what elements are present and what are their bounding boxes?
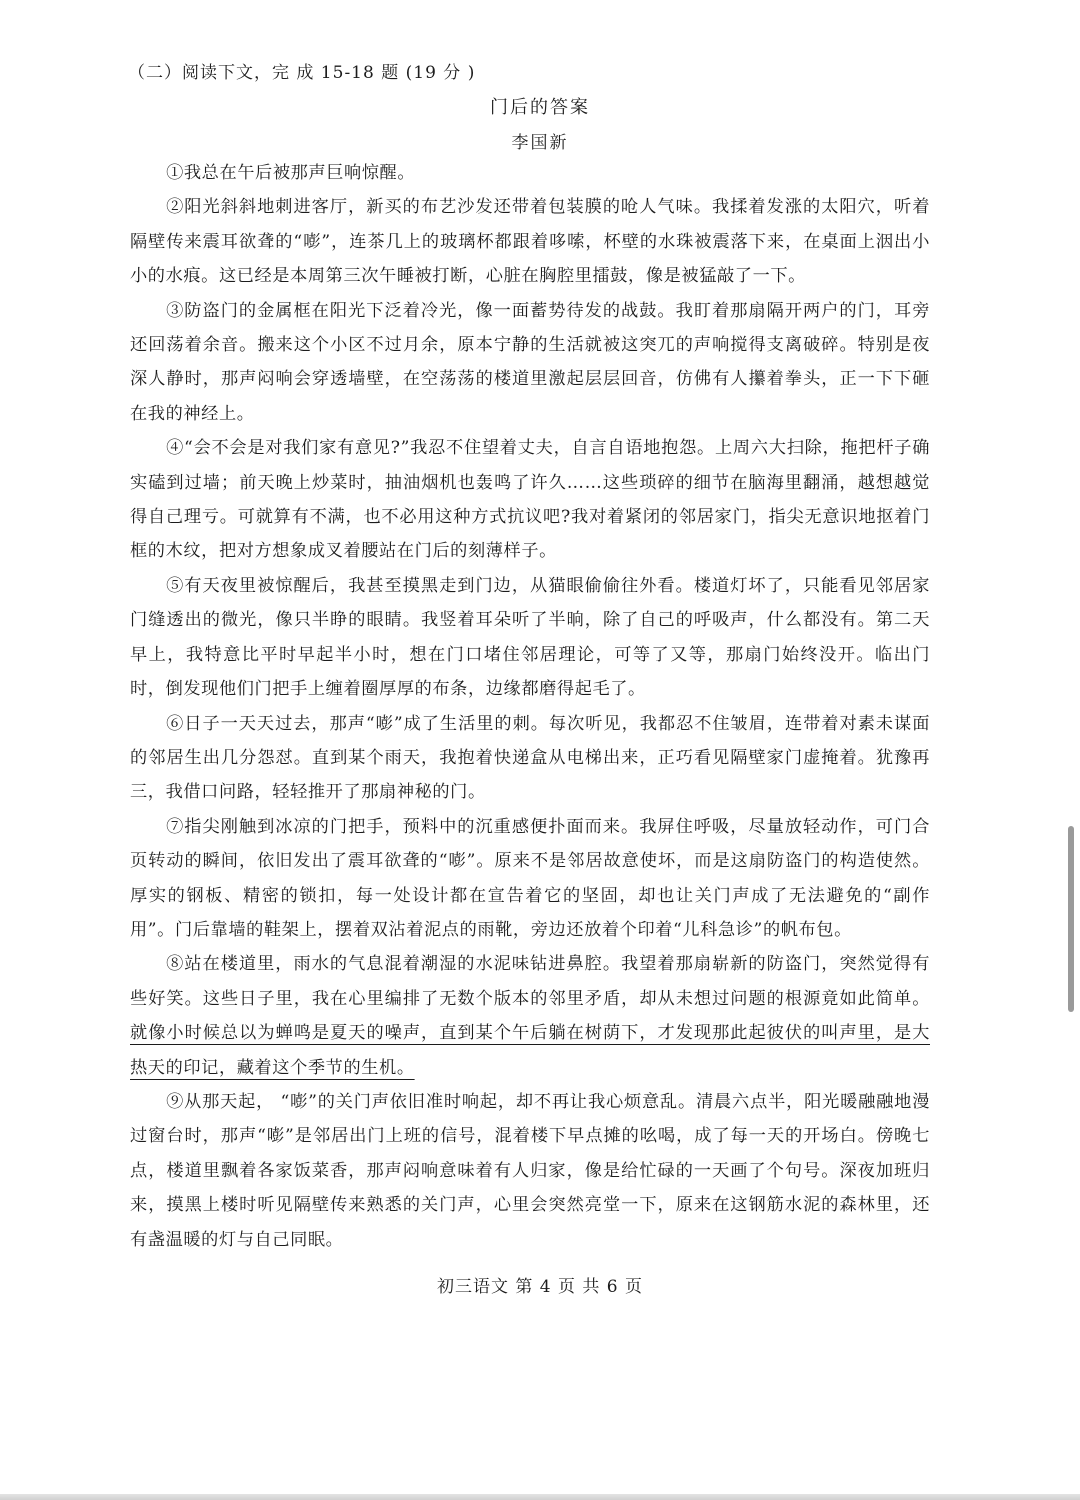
article-author: 李国新 [511, 133, 569, 153]
page-bottom-edge [0, 1494, 1080, 1500]
paragraph-8-text: ⑧站在楼道里，雨水的气息混着潮湿的水泥味钻进鼻腔。我望着那扇崭新的防盗门，突然觉得有些好笑。这些日子里，我在心里编排了无数个版本的邻里矛盾，却从未想过问题的根源竟如此简单。 [130, 954, 930, 1009]
paragraph-7: ⑦指尖刚触到冰凉的门把手，预料中的沉重感便扑面而来。我屏住呼吸，尽量放轻动作，可门合页转动的瞬间，依旧发出了震耳欲聋的“嘭”。原来不是邻居故意使坏，而是这扇防盗门的构造使然。厚实的钢板、精密的锁扣，每一处设计都在宣告着它的坚固，却也让关门声成了无法避免的“副作用”。门后靠墙的鞋架上，摆着双沾着泥点的雨靴，旁边还放着个印着“儿科急诊”的帆布包。 [130, 816, 930, 940]
paragraph-5: ⑤有天夜里被惊醒后，我甚至摸黑走到门边，从猫眼偷偷往外看。楼道灯坏了，只能看见邻居家门缝透出的微光，像只半睁的眼睛。我竖着耳朵听了半晌，除了自己的呼吸声，什么都没有。第二天早上，我特意比平时早起半小时，想在门口堵住邻居理论，可等了又等，那扇门始终没开。临出门时，倒发现他们门把手上缠着圈厚厚的布条，边缘都磨得起毛了。 [130, 575, 930, 700]
article-title: 门后的答案 [490, 97, 590, 118]
paragraph-9: ⑨从那天起， “嘭”的关门声依旧准时响起，却不再让我心烦意乱。清晨六点半，阳光暖融融地漫过窗台时，那声“嘭”是邻居出门上班的信号，混着楼下早点摊的吆喝，成了每一天的开场白。傍晚七点，楼道里飘着各家饭菜香，那声闷响意味着有人归家，像是给忙碌的一天画了个句号。深夜加班归来，摸黑上楼时听见隔壁传来熟悉的关门声，心里会突然亮堂一下，原来在这钢筋水泥的森林里，还有盏温暖的灯与自己同眠。 [130, 1091, 930, 1250]
section-title: （二）阅读下文，完 成 15-18 题 (19 分 ) [128, 63, 476, 83]
paragraph-2: ②阳光斜斜地刺进客厅，新买的布艺沙发还带着包装膜的呛人气味。我揉着发涨的太阳穴，听着隔壁传来震耳欲聋的“嘭”，连茶几上的玻璃杯都跟着哆嗦，杯壁的水珠被震落下来，在桌面上洇出小小的水痕。这已经是本周第三次午睡被打断，心脏在胸腔里擂鼓，像是被猛敲了一下。 [130, 197, 930, 287]
paragraph-8 [130, 947, 930, 1085]
underlined-sentence: 就像小时候总以为蝉鸣是夏天的噪声，直到某个午后躺在树荫下，才发现那此起彼伏的叫声里，是大热天的印记，藏着这个季节的生机。 [130, 1023, 930, 1078]
page-footer: 初三语文 第 4 页 共 6 页 [436, 1277, 644, 1297]
paragraph-3: ③防盗门的金属框在阳光下泛着冷光，像一面蓄势待发的战鼓。我盯着那扇隔开两户的门，耳旁还回荡着余音。搬来这个小区不过月余，原本宁静的生活就被这突兀的声响搅得支离破碎。特别是夜深人静时，那声闷响会穿透墙壁，在空荡荡的楼道里激起层层回音，仿佛有人攥着拳头，正一下下砸在我的神经上。 [130, 300, 930, 424]
scrollbar-thumb[interactable] [1068, 826, 1074, 1012]
paragraph-6: ⑥日子一天天过去，那声“嘭”成了生活里的刺。每次听见，我都忍不住皱眉，连带着对素未谋面的邻居生出几分怨怼。直到某个雨天，我抱着快递盒从电梯出来，正巧看见隔壁家门虚掩着。犹豫再三，我借口问路，轻轻推开了那扇神秘的门。 [130, 713, 930, 803]
article-body [130, 156, 930, 1257]
paragraph-4: ④“会不会是对我们家有意见?”我忍不住望着丈夫，自言自语地抱怨。上周六大扫除，拖把杆子确实磕到过墙；前天晚上炒菜时，抽油烟机也轰鸣了许久……这些琐碎的细节在脑海里翻涌，越想越觉得自己理亏。可就算有不满，也不必用这种方式抗议吧?我对着紧闭的邻居家门，指尖无意识地抠着门框的木纹，把对方想象成叉着腰站在门后的刻薄样子。 [130, 438, 930, 562]
paragraph-1: ①我总在午后被那声巨响惊醒。 [166, 163, 416, 183]
